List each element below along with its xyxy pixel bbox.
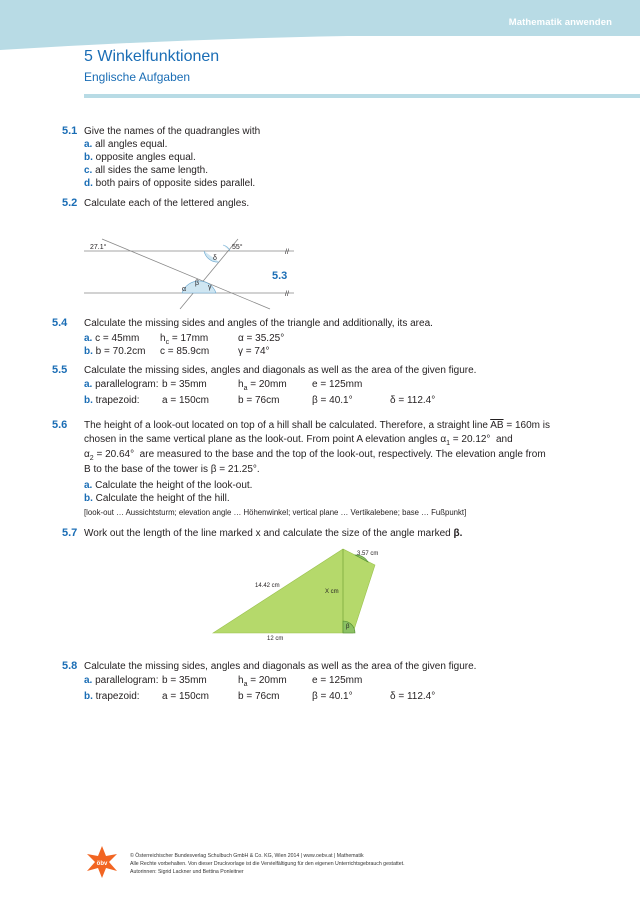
p55-b-b: b = 76cm: [238, 395, 280, 406]
item-text: all angles equal.: [95, 139, 168, 150]
item-label: a.: [84, 675, 93, 686]
value: = 17mm: [169, 333, 209, 344]
subscript: c: [165, 339, 170, 346]
problem-5-4-text: Calculate the missing sides and angles of the triangle and additionally, its area.: [84, 318, 433, 329]
value: = 20mm: [247, 379, 287, 390]
value: α: [440, 434, 447, 445]
p55-b-delta: δ = 112.4°: [390, 395, 436, 406]
beta-symbol: β.: [453, 528, 463, 539]
problem-number-5-8: 5.8: [62, 660, 78, 672]
value: b = 70.2cm: [95, 346, 146, 357]
item-label: b.: [84, 152, 93, 163]
text: is: [542, 420, 550, 431]
header-rule: [84, 94, 640, 98]
text: are measured to the base and the top of the look-out, respectively. The elevation angle from: [139, 449, 546, 460]
problem-number-5-6: 5.6: [52, 419, 68, 431]
item-label: d.: [84, 178, 93, 189]
text: .: [256, 464, 260, 475]
item-label: b.: [84, 691, 93, 702]
p56-line3: [84, 449, 546, 462]
value: parallelogram:: [95, 675, 159, 686]
p58-a-b: b = 35mm: [162, 675, 207, 686]
header-label: Mathematik anwenden: [508, 17, 612, 28]
angle-label-beta: β: [346, 624, 350, 630]
footer-rights: Alle Rechte vorbehalten. Von dieser Druckvorlage ist die Vervielfältigung für den eigenen Unterrichtsgebrauch gestattet.: [130, 861, 405, 867]
segment-ab: $\overline{AB}$: [490, 420, 504, 431]
p55-b-name: [84, 395, 140, 406]
chapter-title: 5 Winkelfunktionen: [84, 48, 220, 65]
item-label: c.: [84, 165, 93, 176]
problem-5-5-text: Calculate the missing sides, angles and diagonals as well as the area of the given figure.: [84, 365, 477, 376]
text: The height of a look-out located on top of a hill shall be calculated. Therefore, a straight line: [84, 420, 488, 431]
value: α: [84, 449, 90, 460]
item-label: a.: [84, 379, 93, 390]
item-text: both pairs of opposite sides parallel.: [95, 178, 256, 189]
p56-line2: [84, 434, 513, 447]
problem-5-2-text: Calculate each of the lettered angles.: [84, 198, 250, 209]
value: = 20mm: [247, 675, 287, 686]
text: chosen in the same vertical plane as the look-out. From point A elevation angles: [84, 434, 438, 445]
p56-line4: [84, 464, 260, 475]
angle-figure: [80, 235, 310, 315]
item-label: b.: [84, 395, 93, 406]
angle-label-gamma: γ: [208, 284, 212, 291]
transversal-1: [102, 239, 270, 309]
p58-b-delta: δ = 112.4°: [390, 691, 436, 702]
item-label: a.: [84, 333, 93, 344]
item-label: b.: [84, 346, 93, 357]
p55-a-ha: [238, 379, 287, 392]
item-text: opposite angles equal.: [95, 152, 196, 163]
side-label-3-57: 3.57 cm: [357, 551, 379, 557]
list-item: [84, 152, 196, 163]
p55-b-a: a = 150cm: [162, 395, 209, 406]
chapter-subtitle: Englische Aufgaben: [84, 70, 191, 84]
p56-line1: [84, 420, 550, 431]
p58-a-e: e = 125mm: [312, 675, 363, 686]
problem-5-8-text: Calculate the missing sides, angles and diagonals as well as the area of the given figure.: [84, 661, 477, 672]
p54-b-c: c = 85.9cm: [160, 346, 210, 357]
value: trapezoid:: [95, 691, 140, 702]
value: h: [160, 333, 166, 344]
angle-label-beta: β: [195, 280, 200, 287]
p54-b-b: [84, 346, 145, 357]
subscript: 1: [446, 440, 451, 447]
problem-5-7-text: [84, 528, 462, 539]
value: β = 21.25°: [210, 464, 257, 475]
item-text: all sides the same length.: [95, 165, 208, 176]
side-label-x: X cm: [325, 589, 339, 595]
value: parallelogram:: [95, 379, 159, 390]
problem-number-5-2: 5.2: [62, 197, 78, 209]
p55-a-e: e = 125mm: [312, 379, 363, 390]
text: B to the base of the tower is: [84, 464, 208, 475]
p58-b-b: b = 76cm: [238, 691, 280, 702]
angle-label-55: 55°: [232, 244, 243, 251]
value: = 160m: [503, 420, 540, 431]
value: c = 45mm: [95, 333, 140, 344]
p55-a-name: [84, 379, 159, 390]
text: Work out the length of the line marked x and calculate the size of the angle marked: [84, 528, 451, 539]
problem-number-5-1: 5.1: [62, 125, 78, 137]
p54-a-c: [84, 333, 139, 344]
text: and: [496, 434, 513, 445]
p54-b-gamma: γ = 74°: [238, 346, 270, 357]
value: h: [238, 379, 244, 390]
p58-b-beta: β = 40.1°: [312, 691, 353, 702]
item-label: b.: [84, 493, 93, 504]
parallel-mark-bottom: //: [285, 291, 289, 298]
problem-number-5-5: 5.5: [52, 364, 68, 376]
angle-label-27: 27.1°: [90, 244, 107, 251]
p55-a-b: b = 35mm: [162, 379, 207, 390]
item-text: Calculate the height of the look-out.: [95, 480, 253, 491]
parallel-mark-top: //: [285, 249, 289, 256]
p54-a-alpha: α = 35.25°: [238, 333, 285, 344]
problem-5-1-intro: Give the names of the quadrangles with: [84, 126, 261, 137]
triangle-shape: [213, 549, 375, 633]
item-label: a.: [84, 139, 93, 150]
triangle-figure: [205, 545, 395, 645]
problem-number-5-3: 5.3: [272, 270, 288, 282]
side-label-12: 12 cm: [267, 636, 284, 642]
value: h: [238, 675, 244, 686]
p54-a-hc: [160, 333, 208, 346]
item-label: a.: [84, 480, 93, 491]
angle-label-delta: δ: [213, 255, 217, 262]
side-label-14-42: 14.42 cm: [255, 583, 280, 589]
value: = 20.12°: [450, 434, 491, 445]
list-item: [84, 480, 252, 491]
publisher-logo-text: öbv: [96, 861, 108, 867]
list-item: [84, 139, 167, 150]
p58-b-name: [84, 691, 140, 702]
subscript: a: [243, 385, 248, 392]
list-item: [84, 493, 230, 504]
subscript: 2: [89, 455, 94, 462]
publisher-logo: [84, 844, 120, 880]
problem-number-5-7: 5.7: [62, 527, 78, 539]
value: trapezoid:: [95, 395, 140, 406]
p58-a-name: [84, 675, 159, 686]
value: = 20.64°: [93, 449, 135, 460]
item-text: Calculate the height of the hill.: [95, 493, 230, 504]
problem-number-5-4: 5.4: [52, 317, 68, 329]
p56-glossary: [look-out … Aussichtsturm; elevation angle … Höhenwinkel; vertical plane … Vertikalebene; base … Fußpunkt]: [84, 508, 467, 517]
p58-b-a: a = 150cm: [162, 691, 209, 702]
p55-b-beta: β = 40.1°: [312, 395, 353, 406]
list-item: [84, 178, 255, 189]
footer-copyright: © Österreichischer Bundesverlag Schulbuch GmbH & Co. KG, Wien 2014 | www.oebv.at | Mathematik: [130, 853, 364, 859]
footer-authors: Autorinnen: Sigrid Lackner und Bettina Ponleitner: [130, 869, 244, 875]
subscript: a: [243, 681, 248, 688]
p58-a-ha: [238, 675, 287, 688]
angle-label-alpha: α: [182, 286, 187, 293]
list-item: [84, 165, 208, 176]
